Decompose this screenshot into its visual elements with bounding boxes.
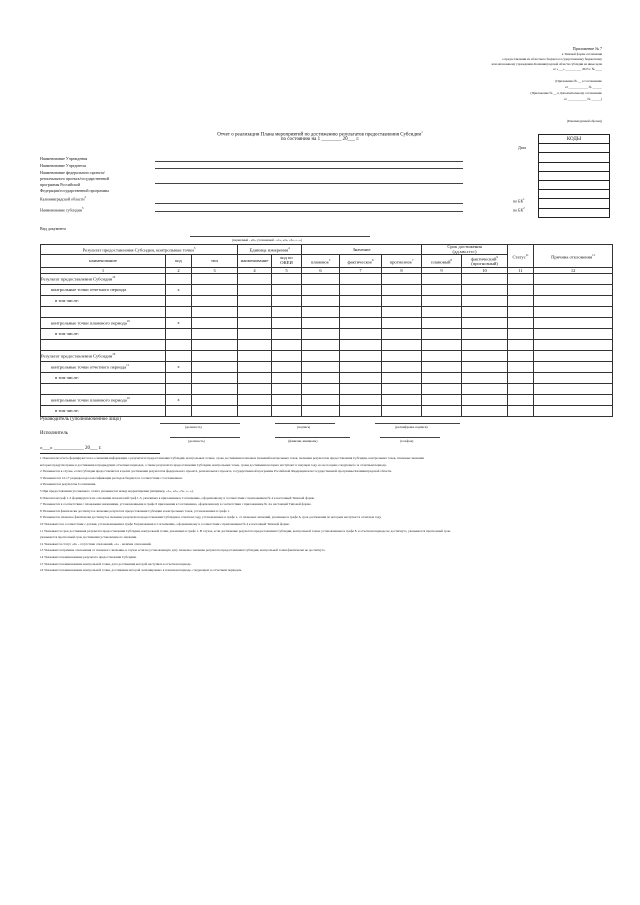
row-name-cell[interactable] [41, 306, 166, 317]
row-value-cell[interactable] [302, 350, 340, 361]
code-cell-3[interactable] [539, 162, 610, 171]
row-value-cell[interactable] [422, 328, 462, 339]
row-code-cell[interactable] [166, 372, 192, 383]
row-value-cell[interactable] [422, 317, 462, 328]
col-num-5: 5 [272, 267, 302, 273]
table-row [41, 284, 613, 295]
code-cell-5[interactable] [539, 180, 610, 189]
row-type-cell[interactable] [192, 273, 238, 284]
row-code-cell[interactable] [166, 383, 192, 394]
row-value-cell[interactable] [508, 295, 534, 306]
row-value-cell[interactable] [534, 383, 613, 394]
row-value-cell[interactable] [302, 372, 340, 383]
row-value-cell[interactable] [302, 339, 340, 350]
recommended-label: (Рекомендуемый образец) [566, 119, 602, 123]
row-value-cell[interactable] [272, 295, 302, 306]
row-footnote-mark: 11 [126, 363, 129, 368]
th-forecast: прогнозное$^7$ [382, 255, 422, 268]
row-value-cell[interactable] [382, 394, 422, 405]
row-name: контрольные точки отчетного периода [51, 364, 127, 370]
row-type-cell[interactable] [192, 317, 238, 328]
col-num-9: 9 [422, 267, 462, 273]
footnote: 11 Указывается срок достижения результата предоставления Субсидии, контрольной точки, указанных в графе 1. В случае, если достижение результата предоставления Субсидии, контрольной точки, установленных в графе 8, в отчетном периоде не достигнуто, указывается прогнозный срок. [40, 528, 451, 533]
row-footnote-mark: 10 [112, 275, 116, 280]
row-value-cell[interactable] [422, 405, 462, 416]
row-value-cell[interactable] [302, 394, 340, 405]
th-result: Результат предоставления Субсидии, контрольные точки$^3$ [41, 245, 238, 255]
row-value-cell[interactable] [238, 284, 272, 295]
row-value-cell[interactable] [272, 383, 302, 394]
row-name-cell[interactable] [41, 405, 166, 416]
codes-table [538, 134, 610, 218]
code-cell-6[interactable] [539, 190, 610, 199]
table-row [41, 405, 613, 416]
row-value-cell[interactable] [302, 405, 340, 416]
row-code-cell[interactable] [166, 328, 192, 339]
table-row [41, 372, 613, 383]
th-name: наименование [41, 255, 166, 268]
row-value-cell[interactable] [238, 339, 272, 350]
row-value-cell[interactable] [422, 383, 462, 394]
row-type-cell[interactable] [192, 394, 238, 405]
row-value-cell[interactable] [238, 273, 272, 284]
row-value-cell[interactable] [508, 394, 534, 405]
doc-type-label: Вид документа [40, 226, 66, 231]
row-value-cell[interactable] [508, 405, 534, 416]
row-code-cell[interactable]: х [166, 361, 192, 372]
agreement-ref-line3: (Приложение № __ к Дополнительному соглашению [530, 91, 602, 95]
row-value-cell[interactable] [272, 317, 302, 328]
footnote: 6 Показатели граф 1-3 формируются на основании показателей граф 1-3, указанных в приложении к Соглашению, оформленному в соответствии с приложением № 4 к настоящей Типовой форме. [40, 495, 315, 500]
row-value-cell[interactable] [272, 273, 302, 284]
row-name: в том числе: [55, 408, 79, 414]
head-pos-caption: (должность) [185, 425, 202, 429]
row-value-cell[interactable] [340, 306, 382, 317]
th-okei: код по ОКЕИ [272, 255, 302, 268]
project-label-line5: Калининградской области$^2$ [40, 195, 86, 202]
table-row [41, 350, 613, 361]
exec-phone-field[interactable] [380, 437, 440, 438]
row-code-cell[interactable]: х [166, 317, 192, 328]
head-sign-caption: (подпись) [297, 425, 311, 429]
footnote: 13 Указывается причина отклонения от планового значения, в случае если на установленную дату плановое значение результата предоставления Субсидии, контрольной точки фактически не достигнуто. [40, 548, 326, 553]
row-value-cell[interactable] [422, 284, 462, 295]
row-value-cell[interactable] [238, 350, 272, 361]
row-value-cell[interactable] [272, 394, 302, 405]
row-value-cell[interactable] [462, 317, 508, 328]
table-row [41, 273, 613, 284]
row-type-cell[interactable] [192, 372, 238, 383]
row-value-cell[interactable] [534, 284, 613, 295]
col-num-12: 12 [534, 267, 613, 273]
row-value-cell[interactable] [382, 317, 422, 328]
row-value-cell[interactable] [462, 306, 508, 317]
row-value-cell[interactable] [382, 372, 422, 383]
project-field-1[interactable] [155, 183, 463, 184]
appendix-line1: к Типовой форме соглашения [561, 52, 602, 56]
row-value-cell[interactable] [272, 372, 302, 383]
row-code-cell[interactable] [166, 295, 192, 306]
row-value-cell[interactable] [462, 273, 508, 284]
row-value-cell[interactable] [422, 361, 462, 372]
footnote: 5 При предоставлении уточненного отчета указывается номер корректировки (например, «1», «2», «3», «...»). [40, 489, 194, 493]
report-table [40, 244, 613, 417]
appendix-line4: от «___» __________ 2023 г. № ____ [552, 67, 602, 71]
row-value-cell[interactable] [508, 350, 534, 361]
row-value-cell[interactable] [422, 339, 462, 350]
head-name-field[interactable] [375, 423, 460, 424]
row-value-cell[interactable] [238, 372, 272, 383]
row-value-cell[interactable] [302, 295, 340, 306]
bk-label-2: по $БК^2$ [513, 206, 525, 213]
footnote: 2 Указывается в случае, если Субсидия предоставляется в целях достижения результатов федерального проекта, регионального проекта, государственной программы Российской Федерации или государственной программы Калининградской области. [40, 469, 393, 474]
code-bk-cell-1[interactable] [539, 199, 610, 208]
head-sign-field[interactable] [275, 423, 335, 424]
row-value-cell[interactable] [238, 361, 272, 372]
row-value-cell[interactable] [534, 361, 613, 372]
project-label-line1: Наименование федерального проекта/ [40, 170, 105, 175]
row-value-cell[interactable] [508, 284, 534, 295]
row-name-cell[interactable] [41, 350, 166, 361]
row-value-cell[interactable] [422, 394, 462, 405]
row-value-cell[interactable] [238, 317, 272, 328]
founder-field[interactable] [155, 168, 463, 169]
row-value-cell[interactable] [272, 350, 302, 361]
exec-name-field[interactable] [275, 437, 350, 438]
row-value-cell[interactable] [238, 383, 272, 394]
appendix-line3: или автономному учреждению Калининградской области субсидии на иные цели [491, 62, 602, 66]
row-value-cell[interactable] [534, 372, 613, 383]
row-value-cell[interactable] [462, 361, 508, 372]
row-type-cell[interactable] [192, 361, 238, 372]
th-value: Значение [302, 245, 422, 255]
th-fact: фактическое$^6$ [340, 255, 382, 268]
row-value-cell[interactable] [340, 383, 382, 394]
footnote: 15 Указывается наименование контрольной точки, дата достижения которой наступила в отчетном периоде. [40, 561, 192, 566]
row-value-cell[interactable] [422, 306, 462, 317]
row-value-cell[interactable] [534, 295, 613, 306]
footnote: 7 Указывается в соответствии с плановыми значениями, установленными в графе 6 приложения к Соглашению, оформленному в соответствии с приложением № 4 к настоящей Типовой форме. [40, 502, 312, 507]
row-value-cell[interactable] [462, 394, 508, 405]
th-term-plan: плановый$^8$ [422, 255, 462, 268]
row-value-cell[interactable] [272, 306, 302, 317]
row-name-cell[interactable] [41, 328, 166, 339]
agreement-ref-line2: от ____________ № ______ [564, 85, 602, 89]
footnote: 14 Указывается наименование результата предоставления Субсидии. [40, 555, 137, 559]
head-position-field[interactable] [160, 423, 240, 424]
row-value-cell[interactable] [340, 284, 382, 295]
th-plan: плановое$^5$ [302, 255, 340, 268]
sign-date: «___» ____________ 20___ г. [40, 446, 102, 451]
row-type-cell[interactable] [192, 328, 238, 339]
row-value-cell[interactable] [462, 284, 508, 295]
row-value-cell[interactable] [534, 273, 613, 284]
col-num-6: 6 [302, 267, 340, 273]
row-value-cell[interactable] [272, 328, 302, 339]
row-type-cell[interactable] [192, 339, 238, 350]
row-value-cell[interactable] [382, 339, 422, 350]
exec-position-field[interactable] [170, 437, 240, 438]
row-value-cell[interactable] [272, 361, 302, 372]
row-value-cell[interactable] [238, 306, 272, 317]
footnote-divider [40, 453, 160, 454]
row-name-cell[interactable] [41, 394, 166, 405]
th-unit: Единица измерения$^4$ [238, 245, 302, 255]
row-value-cell[interactable] [340, 328, 382, 339]
row-value-cell[interactable] [508, 339, 534, 350]
row-name-cell[interactable] [41, 295, 166, 306]
row-type-cell[interactable] [192, 405, 238, 416]
row-value-cell[interactable] [462, 383, 508, 394]
project-label-line3: программы Российской [40, 182, 81, 187]
table-row [41, 328, 613, 339]
th-status: Статус$^{11}$ [508, 245, 534, 268]
doc-type-note: (первичный - «0», уточненный - «1», «2», «3», «...») [232, 238, 303, 242]
row-value-cell[interactable] [340, 317, 382, 328]
row-value-cell[interactable] [462, 405, 508, 416]
row-value-cell[interactable] [382, 361, 422, 372]
row-code-cell[interactable]: х [166, 394, 192, 405]
row-value-cell[interactable] [272, 405, 302, 416]
row-value-cell[interactable] [508, 361, 534, 372]
row-value-cell[interactable] [382, 306, 422, 317]
th-reason: Причина отклонения$^{11}$ [534, 245, 613, 268]
bk-label-1: по $БК^1$ [513, 197, 525, 204]
project-label-line2: регионального проекта/государственной [40, 176, 110, 181]
code-cell-2[interactable] [539, 153, 610, 162]
row-value-cell[interactable] [462, 372, 508, 383]
row-value-cell[interactable] [382, 295, 422, 306]
row-value-cell[interactable] [382, 350, 422, 361]
row-value-cell[interactable] [238, 328, 272, 339]
row-value-cell[interactable] [382, 284, 422, 295]
appendix-line2: о предоставлении из областного бюджета государственному бюджетному [502, 57, 602, 61]
row-value-cell[interactable] [382, 273, 422, 284]
col-num-10: 10 [462, 267, 508, 273]
row-name: Результат предоставления Субсидии [41, 276, 113, 282]
row-name: контрольные точки планового периода [51, 397, 127, 403]
code-date-cell[interactable] [539, 144, 610, 153]
row-value-cell[interactable] [508, 273, 534, 284]
row-code-cell[interactable] [166, 350, 192, 361]
table-row [41, 361, 613, 372]
head-name-caption: (расшифровка подписи) [395, 425, 428, 429]
footnote: которых предусмотрены в достижения в предыдущих отчетных периодах, а также результатах предоставления Субсидии, контрольных точек, сроки достижения которых наступают в текущем году, но не позднее следующего за отчетным периода. [40, 462, 387, 467]
footnote: 8 Указывается фактически достигнутое значение результата предоставления Субсидии и контрольных точек, установленных в графе 1. [40, 508, 231, 513]
executor-label: Исполнитель [40, 431, 68, 436]
row-type-cell[interactable] [192, 383, 238, 394]
row-value-cell[interactable] [534, 405, 613, 416]
row-value-cell[interactable] [340, 339, 382, 350]
codes-header: КОДЫ [539, 135, 610, 144]
row-name: Результат предоставления Субсидии [41, 353, 113, 359]
row-value-cell[interactable] [508, 317, 534, 328]
row-value-cell[interactable] [272, 339, 302, 350]
row-value-cell[interactable] [340, 405, 382, 416]
row-value-cell[interactable] [302, 383, 340, 394]
th-code: код [166, 255, 192, 268]
footnote: 16 Указывается наименование контрольной точки, достижение которой запланировано в плановом периоде, следующем за отчетным периодом. [40, 568, 243, 573]
row-value-cell[interactable] [340, 350, 382, 361]
row-type-cell[interactable] [192, 306, 238, 317]
footnote: 3 Указываются 12-17 разряды кода классификации расходов бюджета в соответствии с Соглашением. [40, 475, 183, 480]
appendix-label: Приложение № 7 [572, 46, 602, 51]
row-value-cell[interactable] [534, 394, 613, 405]
th-type: тип [192, 255, 238, 268]
table-row [41, 339, 613, 350]
row-value-cell[interactable] [302, 361, 340, 372]
row-value-cell[interactable] [302, 273, 340, 284]
col-num-3: 3 [192, 267, 238, 273]
th-unit-name: наименование [238, 255, 272, 268]
project-field-2[interactable] [155, 203, 463, 204]
institution-label: Наименование Учреждения [40, 156, 88, 161]
footnote: 9 Указывается плановое фактически достигнутое значение результатов предоставления Субсидии в отчетном году, установленных в графе 1, от плановых значений, указанных в графе 6, срок достижения по которым наступает в отчетном году. [40, 515, 382, 520]
subsidy-label: Наименование субсидии$^3$ [40, 206, 84, 213]
row-value-cell[interactable] [508, 306, 534, 317]
row-name-cell[interactable] [41, 361, 166, 372]
row-value-cell[interactable] [340, 295, 382, 306]
col-num-7: 7 [340, 267, 382, 273]
table-row [41, 394, 613, 405]
date-label: Дата [518, 145, 526, 150]
row-value-cell[interactable] [238, 405, 272, 416]
table-row [41, 295, 613, 306]
row-value-cell[interactable] [422, 350, 462, 361]
row-name-cell[interactable] [41, 317, 166, 328]
row-name-cell[interactable] [41, 339, 166, 350]
row-value-cell[interactable] [382, 328, 422, 339]
row-value-cell[interactable] [340, 361, 382, 372]
row-footnote-mark: 10 [112, 352, 116, 357]
row-value-cell[interactable] [238, 394, 272, 405]
agreement-ref-line4: от ____________ № ______) [563, 97, 602, 101]
row-value-cell[interactable] [422, 295, 462, 306]
row-footnote-mark: 10 [126, 319, 130, 324]
row-name: контрольные точки отчетного периода [51, 287, 127, 293]
row-code-cell[interactable] [166, 306, 192, 317]
row-value-cell[interactable] [534, 317, 613, 328]
row-name-cell[interactable] [41, 383, 166, 394]
row-value-cell[interactable] [340, 394, 382, 405]
row-code-cell[interactable]: х [166, 284, 192, 295]
row-value-cell[interactable] [422, 372, 462, 383]
head-label: Руководитель (уполномоченное лицо) [40, 417, 121, 422]
table-row [41, 317, 613, 328]
row-value-cell[interactable] [422, 273, 462, 284]
row-value-cell[interactable] [534, 306, 613, 317]
row-value-cell[interactable] [462, 339, 508, 350]
agreement-ref-line1: (Приложение № __ к Соглашению [555, 79, 602, 83]
row-footnote-mark: 10 [126, 396, 130, 401]
row-value-cell[interactable] [272, 284, 302, 295]
title-date-line: по состоянию на 1 ________ 20___ г. [280, 137, 360, 142]
col-num-1: 1 [41, 267, 166, 273]
th-term: Срок достижения (дд.мм.гггг.) [422, 245, 508, 255]
row-value-cell[interactable] [340, 372, 382, 383]
row-name-cell[interactable] [41, 273, 166, 284]
institution-field[interactable] [155, 161, 463, 162]
row-name: в том числе: [55, 331, 79, 337]
row-value-cell[interactable] [508, 383, 534, 394]
table-row [41, 306, 613, 317]
project-label-line4: Федерации/государственной программы [40, 188, 109, 193]
row-value-cell[interactable] [462, 295, 508, 306]
row-value-cell[interactable] [508, 328, 534, 339]
row-code-cell[interactable] [166, 405, 192, 416]
footnote: указывается прогнозный срок достижения установленного значения. [40, 535, 137, 540]
row-code-cell[interactable] [166, 273, 192, 284]
exec-name-caption: (фамилия, инициалы) [288, 439, 318, 443]
row-value-cell[interactable] [462, 350, 508, 361]
page-title: Отчет о реализации Плана мероприятий по достижению результатов предоставления Субсидии$^1$ [217, 130, 423, 138]
row-value-cell[interactable] [302, 284, 340, 295]
row-type-cell[interactable] [192, 350, 238, 361]
table-row [41, 383, 613, 394]
doc-type-field[interactable] [190, 236, 370, 237]
col-num-11: 11 [508, 267, 534, 273]
row-value-cell[interactable] [302, 328, 340, 339]
row-code-cell[interactable] [166, 339, 192, 350]
row-name: контрольные точки планового периода [51, 320, 127, 326]
row-value-cell[interactable] [340, 273, 382, 284]
col-num-4: 4 [238, 267, 272, 273]
founder-label: Наименование Учредителя [40, 163, 87, 168]
row-name: в том числе: [55, 298, 79, 304]
col-num-2: 2 [166, 267, 192, 273]
row-value-cell[interactable] [238, 295, 272, 306]
row-value-cell[interactable] [534, 350, 613, 361]
footnote: 12 Указывается статус «0» - отсутствие отклонений, «1» - наличие отклонений. [40, 541, 152, 546]
exec-phone-caption: (телефон) [400, 439, 414, 443]
row-name-cell[interactable] [41, 284, 166, 295]
code-cell-4[interactable] [539, 171, 610, 180]
row-value-cell[interactable] [382, 383, 422, 394]
row-name-cell[interactable] [41, 372, 166, 383]
code-bk-cell-2[interactable] [539, 208, 610, 217]
row-type-cell[interactable] [192, 284, 238, 295]
row-value-cell[interactable] [508, 372, 534, 383]
footnote: 1 Показатели отчета формируются на основании информации о результатах предоставления Субсидии, контрольных точках, сроке достижения плановых значений контрольных точек, значении результатов предоставления Субсидии, контрольных точек, плановые значения [40, 456, 424, 460]
row-value-cell[interactable] [382, 405, 422, 416]
row-value-cell[interactable] [302, 317, 340, 328]
row-value-cell[interactable] [462, 328, 508, 339]
footnote: 10 Указывается в соответствии с датами, установленными в графе 8 приложения к Соглашению, оформленному в соответствии с приложением № 4 к настоящей Типовой форме. [40, 522, 290, 526]
row-name: в том числе: [55, 375, 79, 381]
row-type-cell[interactable] [192, 295, 238, 306]
col-num-8: 8 [382, 267, 422, 273]
exec-pos-caption: (должность) [188, 439, 205, 443]
th-term-fact: фактический$^9$ (прогнозный) [462, 255, 508, 268]
row-value-cell[interactable] [302, 306, 340, 317]
row-value-cell[interactable] [534, 328, 613, 339]
subsidy-field[interactable] [155, 211, 463, 212]
row-value-cell[interactable] [534, 339, 613, 350]
footnote: 4 Указываются результаты Соглашения. [40, 482, 96, 487]
